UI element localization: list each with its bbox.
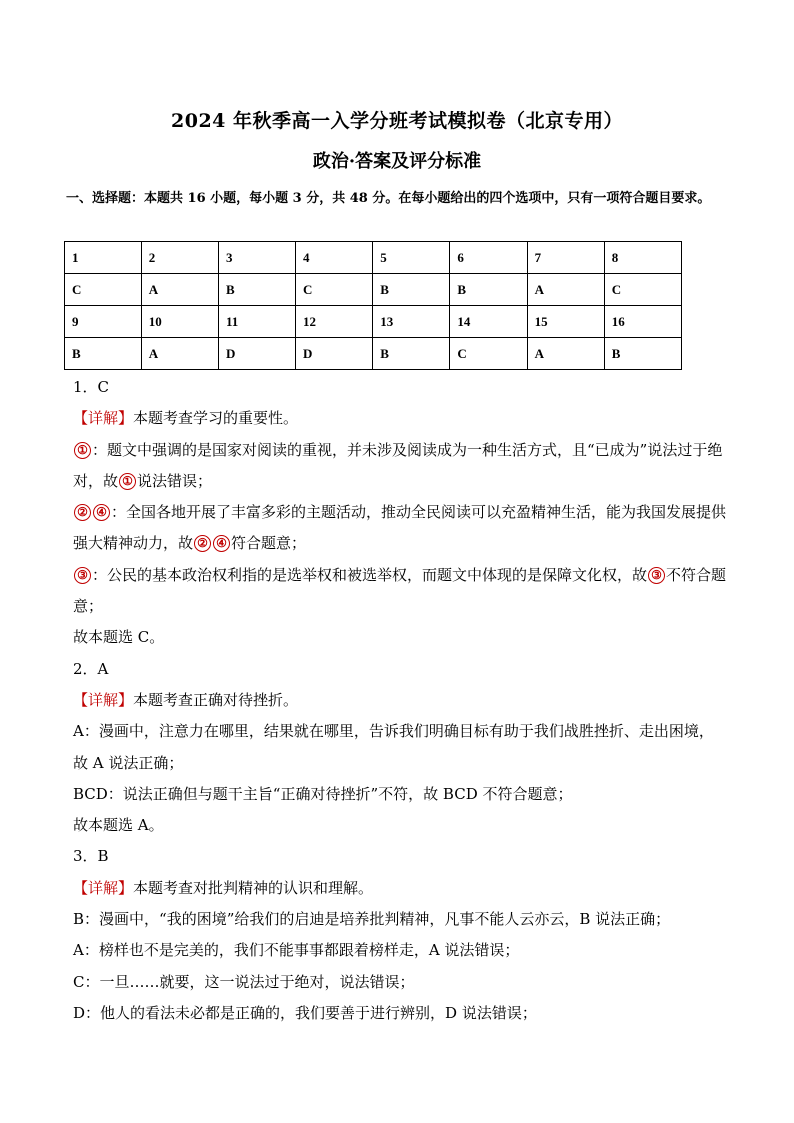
analysis-paragraph: A：漫画中，注意力在哪里，结果就在哪里，告诉我们明确目标有助于我们战胜挫折、走出困境，故 A 说法正确；	[73, 722, 714, 772]
analysis-paragraph: C：一旦……就要，这一说法过于绝对，说法错误；	[73, 972, 415, 991]
detail-line	[73, 403, 728, 434]
conclusion: 故本题选 C。	[73, 628, 165, 647]
circled-number: ④	[93, 504, 110, 521]
table-cell: B	[450, 274, 527, 306]
circled-number: ①	[119, 473, 136, 490]
table-cell: 16	[604, 306, 681, 338]
table-cell: 10	[141, 306, 218, 338]
analysis-paragraph: BCD：说法正确但与题干主旨“正确对待挫折”不符，故 BCD 不符合题意；	[73, 784, 573, 803]
analysis-paragraph	[73, 435, 728, 498]
section-instruction: 一、选择题：本题共 16 小题，每小题 3 分，共 48 分。在每小题给出的四个选项中，只有一项符合题目要求。	[66, 191, 711, 206]
detail-tag: 【详解】	[73, 409, 134, 428]
table-cell: B	[218, 274, 295, 306]
circled-number: ③	[74, 567, 91, 584]
table-row	[65, 338, 682, 370]
question-number: 3．B	[73, 847, 109, 866]
table-cell: 15	[527, 306, 604, 338]
table-row	[65, 274, 682, 306]
circled-number: ②	[194, 535, 211, 552]
question-number: 2．A	[73, 659, 109, 678]
table-cell: D	[218, 338, 295, 370]
table-row	[65, 306, 682, 338]
answer-table	[64, 241, 682, 370]
circled-number: ①	[74, 442, 91, 459]
table-cell: 7	[527, 242, 604, 274]
analysis-text: 不符合题意；	[73, 565, 727, 616]
analysis-paragraph: A：榜样也不是完美的，我们不能事事都跟着榜样走，A 说法错误；	[73, 941, 520, 960]
table-cell: 11	[218, 306, 295, 338]
table-cell: 1	[65, 242, 142, 274]
analysis-text: 说法错误；	[137, 471, 213, 490]
detail-text: 本题考查对批判精神的认识和理解。	[133, 878, 374, 897]
table-cell: 6	[450, 242, 527, 274]
table-cell: 2	[141, 242, 218, 274]
circled-number: ④	[213, 535, 230, 552]
table-cell: A	[527, 338, 604, 370]
table-cell: 3	[218, 242, 295, 274]
answer-explanations	[73, 372, 728, 1029]
table-cell: C	[296, 274, 373, 306]
analysis-paragraph: B：漫画中，“我的困境”给我们的启迪是培养批判精神，凡事不能人云亦云，B 说法正确；	[73, 910, 671, 929]
table-cell: A	[141, 274, 218, 306]
table-cell: B	[373, 274, 450, 306]
table-cell: B	[373, 338, 450, 370]
detail-tag: 【详解】	[73, 878, 134, 897]
question-number: 1．C	[73, 378, 110, 396]
table-cell: 8	[604, 242, 681, 274]
analysis-text: ：公民的基本政治权利指的是选举权和被选举权，而题文中体现的是保障文化权，故	[92, 565, 648, 584]
analysis-paragraph: D：他人的看法未必都是正确的，我们要善于进行辨别，D 说法错误；	[73, 1003, 537, 1022]
table-cell: B	[604, 338, 681, 370]
analysis-text: ：全国各地开展了丰富多彩的主题活动，推动全民阅读可以充盈精神生活，能为我国发展提供强大精神动力，故	[73, 503, 727, 553]
detail-text: 本题考查正确对待挫折。	[133, 690, 299, 709]
analysis-text: 符合题意；	[231, 534, 307, 553]
conclusion: 故本题选 A。	[73, 816, 164, 835]
table-cell: A	[527, 274, 604, 306]
table-cell: A	[141, 338, 218, 370]
table-cell: 12	[296, 306, 373, 338]
table-cell: D	[296, 338, 373, 370]
page-title: 2024 年秋季高一入学分班考试模拟卷（北京专用）	[171, 110, 623, 132]
table-cell: 14	[450, 306, 527, 338]
table-cell: 13	[373, 306, 450, 338]
detail-tag: 【详解】	[73, 690, 134, 709]
analysis-paragraph	[73, 560, 728, 623]
table-row	[65, 242, 682, 274]
circled-number: ③	[648, 567, 665, 584]
table-cell: C	[604, 274, 681, 306]
table-cell: 9	[65, 306, 142, 338]
table-cell: B	[65, 338, 142, 370]
detail-line	[73, 685, 728, 716]
analysis-paragraph	[73, 497, 728, 560]
table-cell: C	[450, 338, 527, 370]
page-subtitle: 政治·答案及评分标准	[312, 151, 482, 172]
detail-line	[73, 873, 728, 904]
analysis-text: ：题文中强调的是国家对阅读的重视，并未涉及阅读成为一种生活方式，且“已成为”说法过于绝对，故	[73, 440, 723, 490]
table-cell: C	[65, 274, 142, 306]
table-cell: 4	[296, 242, 373, 274]
circled-number: ②	[74, 504, 91, 521]
table-cell: 5	[373, 242, 450, 274]
detail-text: 本题考查学习的重要性。	[133, 409, 299, 428]
